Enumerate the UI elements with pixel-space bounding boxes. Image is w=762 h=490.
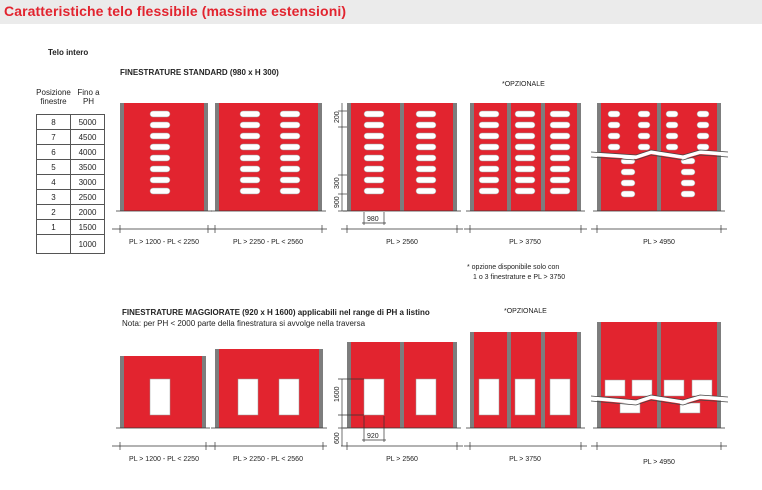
pos-cell: 8 <box>37 115 71 130</box>
pos-cell: 5 <box>37 160 71 175</box>
caption-standard-5: PL > 4950 <box>643 239 675 246</box>
enlarged-door-2 <box>215 349 323 428</box>
caption-enlarged-2: PL > 2250 - PL < 2560 <box>233 456 303 463</box>
pos-cell: 1 <box>37 220 71 235</box>
dim-900: 900 <box>334 196 341 208</box>
enlarged-door-5 <box>591 322 728 428</box>
enlarged-door-1 <box>120 356 206 428</box>
ph-cell: 5000 <box>71 115 105 130</box>
ph-cell: 3500 <box>71 160 105 175</box>
optional-note-line2: 1 o 3 finestrature e PL > 3750 <box>473 274 566 281</box>
caption-enlarged-3: PL > 2560 <box>386 456 418 463</box>
ph-cell: 4500 <box>71 130 105 145</box>
caption-enlarged-4: PL > 3750 <box>509 456 541 463</box>
standard-door-3 <box>347 103 457 211</box>
pos-cell: 4 <box>37 175 71 190</box>
header-pos-line1: Posizione <box>36 88 71 97</box>
optional-note-line1: * opzione disponibile solo con <box>467 264 560 271</box>
header-ph-line2: PH <box>82 97 95 106</box>
enlarged-heading: FINESTRATURE MAGGIORATE (920 x H 1600) applicabili nel range di PH a listino <box>122 308 430 317</box>
caption-standard-1: PL > 1200 - PL < 2250 <box>129 239 199 246</box>
ph-cell: 1500 <box>71 220 105 235</box>
standard-door-1 <box>120 103 208 211</box>
dim-600: 600 <box>334 432 341 444</box>
pos-cell: 7 <box>37 130 71 145</box>
dim-1600: 1600 <box>334 386 341 402</box>
caption-standard-3: PL > 2560 <box>386 239 418 246</box>
enlarged-door-4 <box>470 332 581 428</box>
ph-cell: 1000 <box>71 235 105 254</box>
dim-200: 200 <box>334 111 341 123</box>
header-pos-line2: finestre <box>40 97 67 106</box>
ph-cell: 2000 <box>71 205 105 220</box>
ph-cell: 2500 <box>71 190 105 205</box>
page-title: Caratteristiche telo flessibile (massime estensioni) <box>4 3 347 19</box>
telo-intero-label: Telo intero <box>48 48 89 57</box>
pos-cell: 3 <box>37 190 71 205</box>
standard-door-5 <box>591 103 728 211</box>
header-ph-line1: Fino a <box>77 88 100 97</box>
caption-enlarged-1: PL > 1200 - PL < 2250 <box>129 456 199 463</box>
standard-door-2 <box>215 103 322 211</box>
caption-enlarged-5: PL > 4950 <box>643 459 675 466</box>
dim-300: 300 <box>334 177 341 189</box>
caption-standard-2: PL > 2250 - PL < 2560 <box>233 239 303 246</box>
dim-980: 980 <box>367 216 379 223</box>
standard-optional-label: *OPZIONALE <box>502 81 545 88</box>
dim-920: 920 <box>367 433 379 440</box>
enlarged-note: Nota: per PH < 2000 parte della finestratura si avvolge nella traversa <box>122 319 366 328</box>
standard-heading: FINESTRATURE STANDARD (980 x H 300) <box>120 68 279 77</box>
ph-cell: 4000 <box>71 145 105 160</box>
standard-door-4 <box>470 103 581 211</box>
caption-standard-4: PL > 3750 <box>509 239 541 246</box>
enlarged-optional-label: *OPZIONALE <box>504 308 547 315</box>
pos-cell: 6 <box>37 145 71 160</box>
pos-cell: 2 <box>37 205 71 220</box>
ph-cell: 3000 <box>71 175 105 190</box>
